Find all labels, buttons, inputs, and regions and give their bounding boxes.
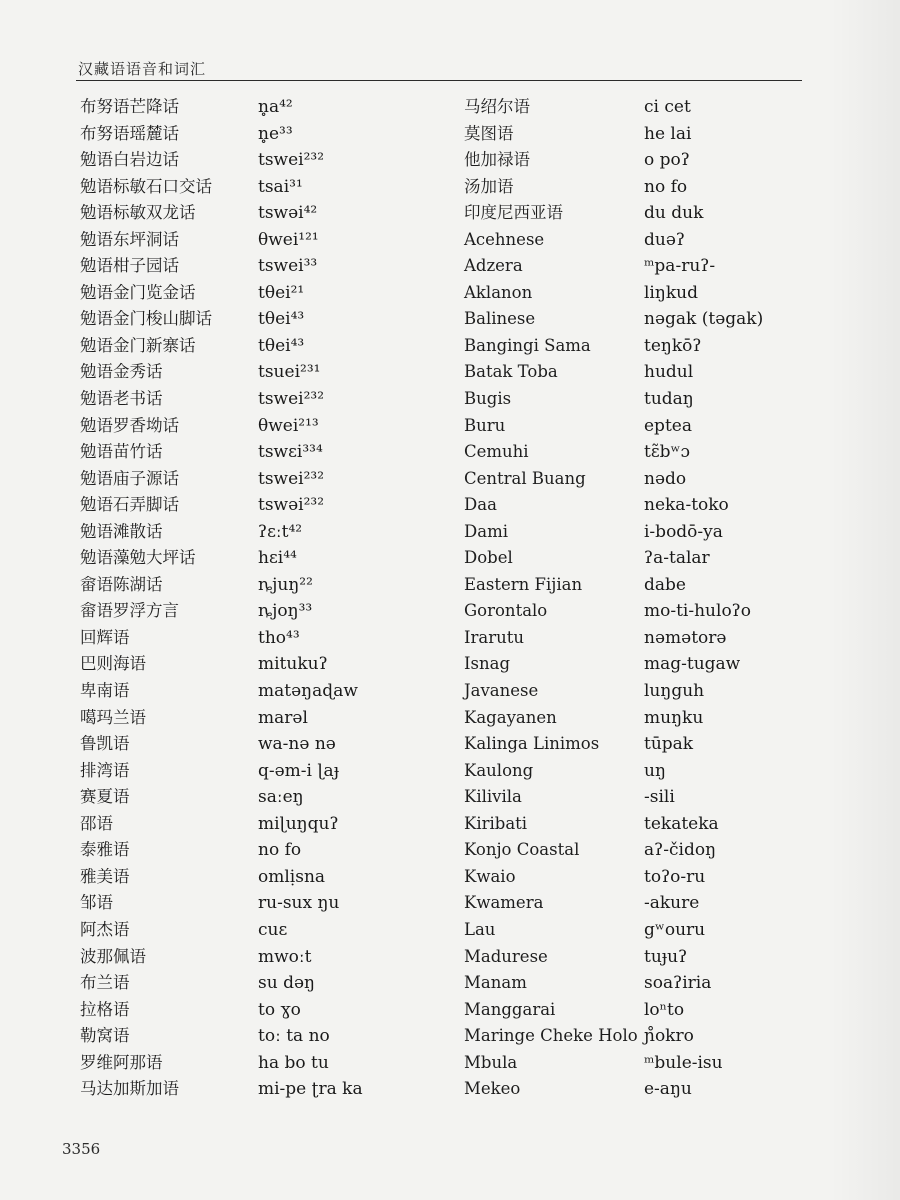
language-name: 雅美语	[80, 866, 130, 886]
entry-row	[464, 121, 884, 148]
entry-row	[464, 625, 884, 652]
word-form: uŋ	[644, 760, 666, 781]
entry-row	[464, 519, 884, 546]
entry-row	[464, 306, 884, 333]
entry-row	[80, 970, 420, 997]
word-form: duəʔ	[644, 229, 686, 250]
entry-row	[80, 864, 420, 891]
language-name: 畲语陈湖话	[80, 574, 163, 594]
entry-row	[464, 944, 884, 971]
word-form: ʔa-talar	[644, 548, 710, 569]
word-form: to ɣo	[258, 999, 301, 1020]
word-form: tho⁴³	[258, 627, 300, 648]
language-name: 阿杰语	[80, 919, 130, 939]
entry-row	[464, 466, 884, 493]
word-form: mitukuʔ	[258, 654, 328, 675]
right-column	[464, 94, 884, 1103]
language-name: 勒窝语	[80, 1026, 130, 1046]
word-form: q-əm-i ɭaɟ	[258, 760, 340, 781]
language-name: Kalinga Linimos	[464, 734, 600, 754]
language-name: 汤加语	[464, 176, 514, 196]
word-form: neka-toko	[644, 495, 729, 516]
entry-row	[464, 253, 884, 280]
word-form: luŋguh	[644, 681, 705, 702]
language-name: Batak Toba	[464, 362, 558, 382]
entry-row	[464, 333, 884, 360]
language-name: Isnag	[464, 654, 511, 674]
language-name: 回辉语	[80, 627, 130, 647]
word-form: tsai³¹	[258, 176, 303, 197]
entry-row	[80, 306, 420, 333]
entry-row	[464, 545, 884, 572]
language-name: 勉语苗竹话	[80, 442, 163, 462]
entry-row	[464, 492, 884, 519]
word-form: ʔɛːt⁴²	[258, 521, 303, 542]
word-form: tswei²³²	[258, 389, 325, 410]
entry-row	[80, 439, 420, 466]
entry-row	[80, 705, 420, 732]
language-name: Bugis	[464, 389, 512, 409]
entry-row	[464, 758, 884, 785]
language-name: 勉语柑子园话	[80, 256, 179, 276]
word-form: dabe	[644, 574, 686, 595]
word-form: ru-sux ŋu	[258, 893, 340, 914]
word-form: n̥e³³	[258, 123, 293, 144]
language-name: 印度尼西亚语	[464, 203, 563, 223]
language-name: 勉语藻勉大坪话	[80, 548, 196, 568]
word-form: hudul	[644, 362, 694, 383]
language-name: Adzera	[464, 256, 523, 276]
running-header: 汉藏语语音和词汇	[78, 60, 207, 78]
language-name: Maringe Cheke Holo	[464, 1026, 638, 1046]
word-form: toː ta no	[258, 1026, 330, 1047]
language-name: 邵语	[80, 813, 113, 833]
language-name: Dobel	[464, 548, 513, 568]
language-name: 卑南语	[80, 681, 130, 701]
entry-row	[80, 333, 420, 360]
word-form: wa-nə nə	[258, 734, 336, 755]
entry-row	[80, 678, 420, 705]
language-name: 勉语白岩边话	[80, 150, 179, 170]
entry-row	[80, 651, 420, 678]
language-name: 排湾语	[80, 760, 130, 780]
entry-row	[80, 386, 420, 413]
language-name: 马绍尔语	[464, 97, 530, 116]
word-form: hɛi⁴⁴	[258, 548, 297, 569]
entry-row	[464, 678, 884, 705]
word-form: tθei⁴³	[258, 309, 305, 330]
entry-row	[80, 200, 420, 227]
word-form: -sili	[644, 787, 675, 808]
language-name: 巴则海语	[80, 654, 146, 674]
entry-row	[464, 890, 884, 917]
language-name: 勉语庙子源话	[80, 468, 179, 488]
word-form: ᵐpa-ruʔ-	[644, 256, 716, 277]
word-form: tθei⁴³	[258, 335, 305, 356]
page-number: 3356	[62, 1140, 101, 1158]
word-form: o poʔ	[644, 150, 690, 171]
word-form: θwei²¹³	[258, 415, 319, 436]
language-name: Balinese	[464, 309, 536, 329]
word-form: tθei²¹	[258, 282, 305, 303]
language-name: 勉语金门梭山脚话	[80, 309, 212, 329]
word-form: tuɟuʔ	[644, 946, 688, 967]
entry-row	[80, 1023, 420, 1050]
language-name: 莫图语	[464, 123, 514, 143]
language-name: Kaulong	[464, 760, 534, 780]
language-name: Aklanon	[464, 282, 533, 302]
language-name: 勉语罗香坳话	[80, 415, 179, 435]
word-form: loⁿto	[644, 999, 685, 1020]
language-name: Kwaio	[464, 866, 516, 886]
entry-row	[464, 94, 884, 121]
entry-row	[80, 917, 420, 944]
entry-row	[80, 466, 420, 493]
word-form: marəl	[258, 707, 308, 728]
word-form: ha bo tu	[258, 1052, 329, 1073]
word-form: θwei¹²¹	[258, 229, 319, 250]
entry-row	[464, 359, 884, 386]
entry-row	[80, 519, 420, 546]
word-form: gʷouru	[644, 919, 706, 940]
entry-row	[464, 1050, 884, 1077]
language-name: Daa	[464, 495, 497, 515]
word-form: mwoːt	[258, 946, 312, 967]
entry-row	[80, 625, 420, 652]
word-form: ɲ̊okro	[644, 1026, 694, 1047]
language-name: Acehnese	[464, 229, 545, 249]
word-form: omlịsna	[258, 866, 326, 887]
language-name: 勉语东坪洞话	[80, 229, 179, 249]
language-name: 布兰语	[80, 973, 130, 993]
entry-row	[80, 944, 420, 971]
entry-row	[464, 200, 884, 227]
language-name: 他加禄语	[464, 150, 530, 170]
language-name: Central Buang	[464, 468, 586, 488]
word-form: no fo	[258, 840, 302, 861]
language-name: Cemuhi	[464, 442, 529, 462]
entry-row	[80, 413, 420, 440]
entry-row	[80, 280, 420, 307]
entry-row	[80, 758, 420, 785]
language-name: 噶玛兰语	[80, 707, 146, 727]
word-form: tswəi²³²	[258, 495, 325, 516]
entry-row	[464, 731, 884, 758]
language-name: Irarutu	[464, 627, 525, 647]
entry-row	[464, 1023, 884, 1050]
language-name: 勉语金门新寨话	[80, 335, 196, 355]
entry-row	[464, 280, 884, 307]
word-form: ᵐbule-isu	[644, 1052, 723, 1073]
word-form: liŋkud	[644, 282, 698, 303]
word-form: n̥a⁴²	[258, 97, 293, 117]
language-name: 罗维阿那语	[80, 1052, 163, 1072]
word-form: mo-ti-huloʔo	[644, 601, 752, 622]
entry-row	[80, 997, 420, 1024]
word-form: nəmətorə	[644, 627, 727, 648]
entry-row	[464, 811, 884, 838]
language-name: Manam	[464, 973, 527, 993]
entry-row	[80, 359, 420, 386]
entry-row	[464, 598, 884, 625]
language-name: Kagayanen	[464, 707, 557, 727]
entry-row	[80, 731, 420, 758]
language-name: Dami	[464, 521, 508, 541]
language-name: 勉语标敏石口交话	[80, 176, 212, 196]
entry-row	[80, 94, 420, 121]
language-name: Gorontalo	[464, 601, 548, 621]
language-name: 勉语金秀话	[80, 362, 163, 382]
word-form: mi-pe ʈra ka	[258, 1079, 363, 1100]
word-form: e-aŋu	[644, 1079, 692, 1100]
entry-row	[464, 413, 884, 440]
word-form: nəgak (təgak)	[644, 309, 764, 330]
entry-row	[464, 651, 884, 678]
entry-row	[464, 837, 884, 864]
language-name: 邹语	[80, 893, 113, 913]
language-name: Buru	[464, 415, 506, 435]
language-name: 勉语石弄脚话	[80, 495, 179, 515]
language-name: Manggarai	[464, 999, 556, 1019]
language-name: Javanese	[464, 681, 539, 701]
entry-row	[464, 147, 884, 174]
page-edge-shadow	[830, 0, 900, 1200]
word-form: muŋku	[644, 707, 704, 728]
language-name: Lau	[464, 919, 496, 939]
word-form: saːeŋ	[258, 787, 304, 808]
word-form: ci cet	[644, 97, 691, 117]
language-name: Eastern Fijian	[464, 574, 583, 594]
word-form: mag-tugaw	[644, 654, 741, 675]
entry-row	[464, 439, 884, 466]
word-form: cuɛ	[258, 919, 288, 940]
language-name: 畲语罗浮方言	[80, 601, 179, 621]
entry-row	[464, 227, 884, 254]
word-form: aʔ-čidoŋ	[644, 840, 717, 861]
word-form: tswei³³	[258, 256, 318, 277]
word-form: tswei²³²	[258, 468, 325, 489]
entry-row	[464, 174, 884, 201]
word-form: matəŋaɖaw	[258, 681, 358, 702]
language-name: Konjo Coastal	[464, 840, 580, 860]
entry-row	[80, 121, 420, 148]
entry-row	[80, 890, 420, 917]
entry-row	[464, 1076, 884, 1103]
entry-row	[80, 174, 420, 201]
language-name: 勉语老书话	[80, 389, 163, 409]
word-form: tsuei²³¹	[258, 362, 321, 383]
entry-row	[80, 811, 420, 838]
word-form: -akure	[644, 893, 700, 914]
entry-row	[80, 253, 420, 280]
language-name: Madurese	[464, 946, 548, 966]
word-form: ȵjoŋ³³	[258, 601, 313, 622]
entry-row	[80, 147, 420, 174]
word-form: eptea	[644, 415, 692, 436]
header-rule	[76, 80, 802, 81]
entry-row	[464, 784, 884, 811]
word-form: i-bodō-ya	[644, 521, 723, 542]
entry-row	[80, 784, 420, 811]
language-name: Kiribati	[464, 813, 528, 833]
entry-row	[80, 545, 420, 572]
word-form: tswɛi³³⁴	[258, 442, 323, 463]
word-form: ȵjuŋ²²	[258, 574, 313, 595]
word-form: soaʔiria	[644, 973, 712, 994]
language-name: 布努语芒降话	[80, 97, 179, 116]
entry-row	[464, 997, 884, 1024]
entry-row	[80, 492, 420, 519]
word-form: du duk	[644, 203, 704, 224]
language-name: 波那佩语	[80, 946, 146, 966]
word-form: he lai	[644, 123, 692, 144]
entry-row	[80, 227, 420, 254]
word-form: teŋkōʔ	[644, 335, 702, 356]
language-name: 拉格语	[80, 999, 130, 1019]
entry-row	[464, 864, 884, 891]
left-column	[80, 94, 420, 1103]
language-name: 勉语滩散话	[80, 521, 163, 541]
language-name: Mekeo	[464, 1079, 521, 1099]
entry-row	[80, 1076, 420, 1103]
word-form: no fo	[644, 176, 688, 197]
word-form: tswəi⁴²	[258, 203, 318, 224]
word-form: tekateka	[644, 813, 719, 834]
entry-row	[80, 572, 420, 599]
entry-row	[464, 705, 884, 732]
word-form: toʔo-ru	[644, 866, 706, 887]
language-name: Mbula	[464, 1052, 518, 1072]
language-name: 鲁凯语	[80, 734, 130, 754]
entry-row	[464, 572, 884, 599]
entry-row	[80, 837, 420, 864]
entry-row	[464, 970, 884, 997]
entry-row	[464, 386, 884, 413]
word-form: miɭuŋquʔ	[258, 813, 339, 834]
word-form: tswei²³²	[258, 150, 325, 171]
word-form: nədo	[644, 468, 687, 489]
entry-row	[80, 1050, 420, 1077]
word-form: tɛ̃bʷɔ	[644, 442, 690, 463]
language-name: 布努语瑶麓话	[80, 123, 179, 143]
language-name: 赛夏语	[80, 787, 130, 807]
language-name: 勉语标敏双龙话	[80, 203, 196, 223]
language-name: 勉语金门览金话	[80, 282, 196, 302]
language-name: 泰雅语	[80, 840, 130, 860]
word-form: tūpak	[644, 734, 694, 755]
entry-row	[464, 917, 884, 944]
entry-row	[80, 598, 420, 625]
word-form: tudaŋ	[644, 389, 694, 410]
language-name: Kilivila	[464, 787, 522, 807]
language-name: Kwamera	[464, 893, 544, 913]
language-name: Bangingi Sama	[464, 335, 591, 355]
word-form: su dəŋ	[258, 973, 315, 994]
language-name: 马达加斯加语	[80, 1079, 179, 1099]
